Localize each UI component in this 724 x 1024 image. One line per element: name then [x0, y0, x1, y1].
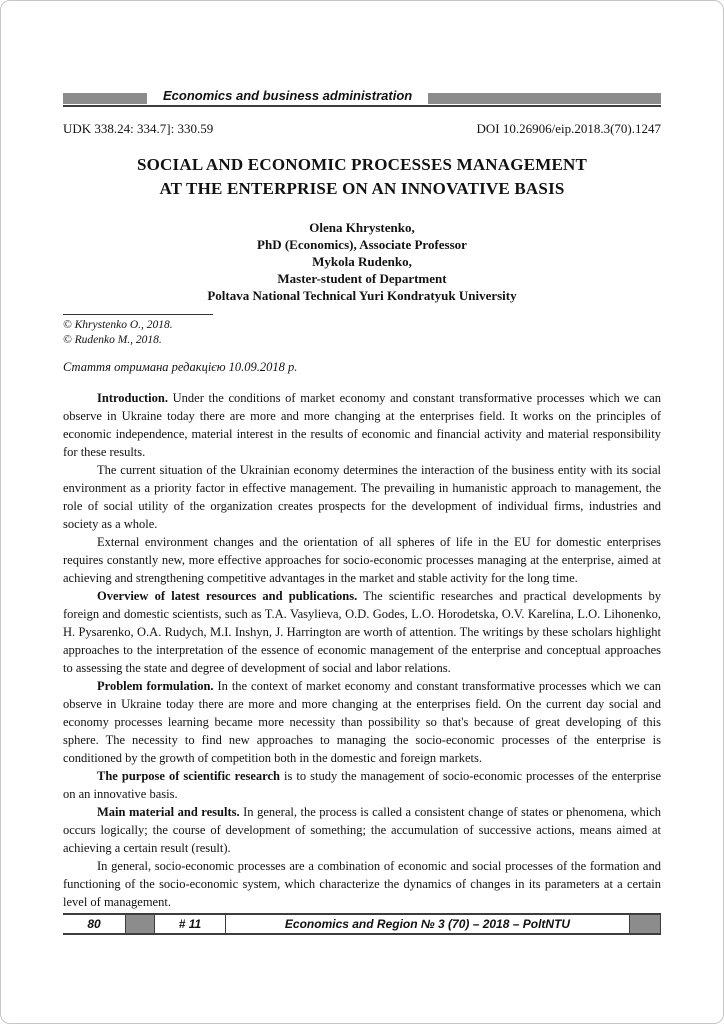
paragraph-text: is to study the management of socio-economic processes of the enterprise on an innovative basis.: [63, 769, 661, 801]
authors-block: [63, 219, 661, 304]
received-note: Стаття отримана редакцією 10.09.2018 р.: [63, 360, 298, 374]
paragraph: [63, 677, 661, 767]
udk-code: UDK 338.24: 334.7]: 330.59: [63, 121, 214, 136]
paragraph-lead: Introduction.: [97, 391, 168, 405]
article-title: [63, 153, 661, 201]
footer-gray-bar-left: [125, 915, 155, 933]
paragraph-text: External environment changes and the orientation of all spheres of life in the EU for domestic enterprises requires constantly new, more effective approaches for socio-economic processes managing at the enterprise, aimed at achieving and strengthening competitive advantages in the market and stable activity for the long time.: [63, 535, 661, 585]
article-title-line-2: AT THE ENTERPRISE ON AN INNOVATIVE BASIS: [159, 179, 565, 198]
copyright-line: © Khrystenko O., 2018.: [63, 319, 173, 331]
paragraph-text: In general, the process is called a consistent change of states or phenomena, which occurs logically; the course of development of something; the accumulation of successive actions, means aimed at achieving a certain result (result).: [63, 805, 661, 855]
running-head: [63, 85, 661, 107]
paragraph-text: In general, socio-economic processes are a combination of economic and social processes of the formation and functioning of the socio-economic system, which characterize the dynamics of changes in its parameters at a certain level of management.: [63, 859, 661, 909]
article-body: [63, 389, 661, 911]
paragraph-text: The current situation of the Ukrainian economy determines the interaction of the business entity with its social environment as a priority factor in effective management. The prevailing in humanistic approach to management, the role of social utility of the organization creates prospects for the development of individual firms, industries and society as a whole.: [63, 463, 661, 531]
footer-page-number: 80: [87, 917, 101, 931]
running-head-title: Economics and business administration: [163, 88, 413, 103]
paragraph-text: The scientific researches and practical developments by foreign and domestic scientists, such as T.A. Vasylieva, O.D. Godes, L.O. Horodetska, O.V. Karelina, L.O. Lihonenko, H. Pysarenko, O.A. Rudych, M.I. Inshyn, J. Harrington are worth of attention. The writings by these scholars highlight approaches to the interpretation of the essence of economic management of the enterprise and conceptual approaches to assessing the state and degree of development of social and labor relations.: [63, 589, 661, 675]
meta-row: [63, 121, 661, 137]
footnote-rule: [63, 314, 213, 315]
paragraph: [63, 767, 661, 803]
page-footer: [63, 913, 661, 935]
author-name: Olena Khrystenko,: [309, 220, 415, 235]
paragraph: [63, 857, 661, 911]
author-name: Mykola Rudenko,: [312, 254, 412, 269]
copyright-line: © Rudenko M., 2018.: [63, 334, 162, 346]
author-degree: Master-student of Department: [277, 271, 447, 286]
footer-issue-mark: # 11: [178, 917, 202, 931]
copyright-note: [63, 314, 661, 348]
article-title-line-1: SOCIAL AND ECONOMIC PROCESSES MANAGEMENT: [136, 155, 588, 174]
paragraph-lead: Main material and results.: [97, 805, 240, 819]
author-affiliation: Poltava National Technical Yuri Kondratyuk University: [207, 288, 517, 303]
doi-code: DOI 10.26906/eip.2018.3(70).1247: [476, 121, 661, 136]
paragraph: [63, 533, 661, 587]
paragraph-lead: Problem formulation.: [97, 679, 214, 693]
paragraph: [63, 803, 661, 857]
paragraph-text: In the context of market economy and constant transformative processes which we can observe in Ukraine today there are more and more changing at the enterprises field. On the current day social and economy processes learning became more necessity than possibility so that's because of great developing of this sphere. The necessity to find new approaches to managing the socio-economic processes of the enterprise is conditioned by the growth of competition both in the domestic and foreign markets.: [63, 679, 662, 765]
author-degree: PhD (Economics), Associate Professor: [257, 237, 467, 252]
paragraph: [63, 461, 661, 533]
footer-gray-bar-right: [629, 915, 661, 933]
running-head-bar-left: [63, 93, 147, 104]
paragraph: [63, 587, 661, 677]
running-head-bar-right: [428, 93, 661, 104]
paragraph: [63, 389, 661, 461]
paragraph-lead: The purpose of scientific research: [97, 769, 280, 783]
footer-journal-line: Economics and Region № 3 (70) – 2018 – PoltNTU: [225, 915, 629, 933]
paragraph-text: Under the conditions of market economy and constant transformative processes which we can observe in Ukraine today there are more and more changing at the enterprises field. It works on the principles of economic independence, material interest in the results of economic and financial activity and material responsibility for these results.: [63, 391, 661, 459]
paragraph-lead: Overview of latest resources and publications.: [97, 589, 358, 603]
